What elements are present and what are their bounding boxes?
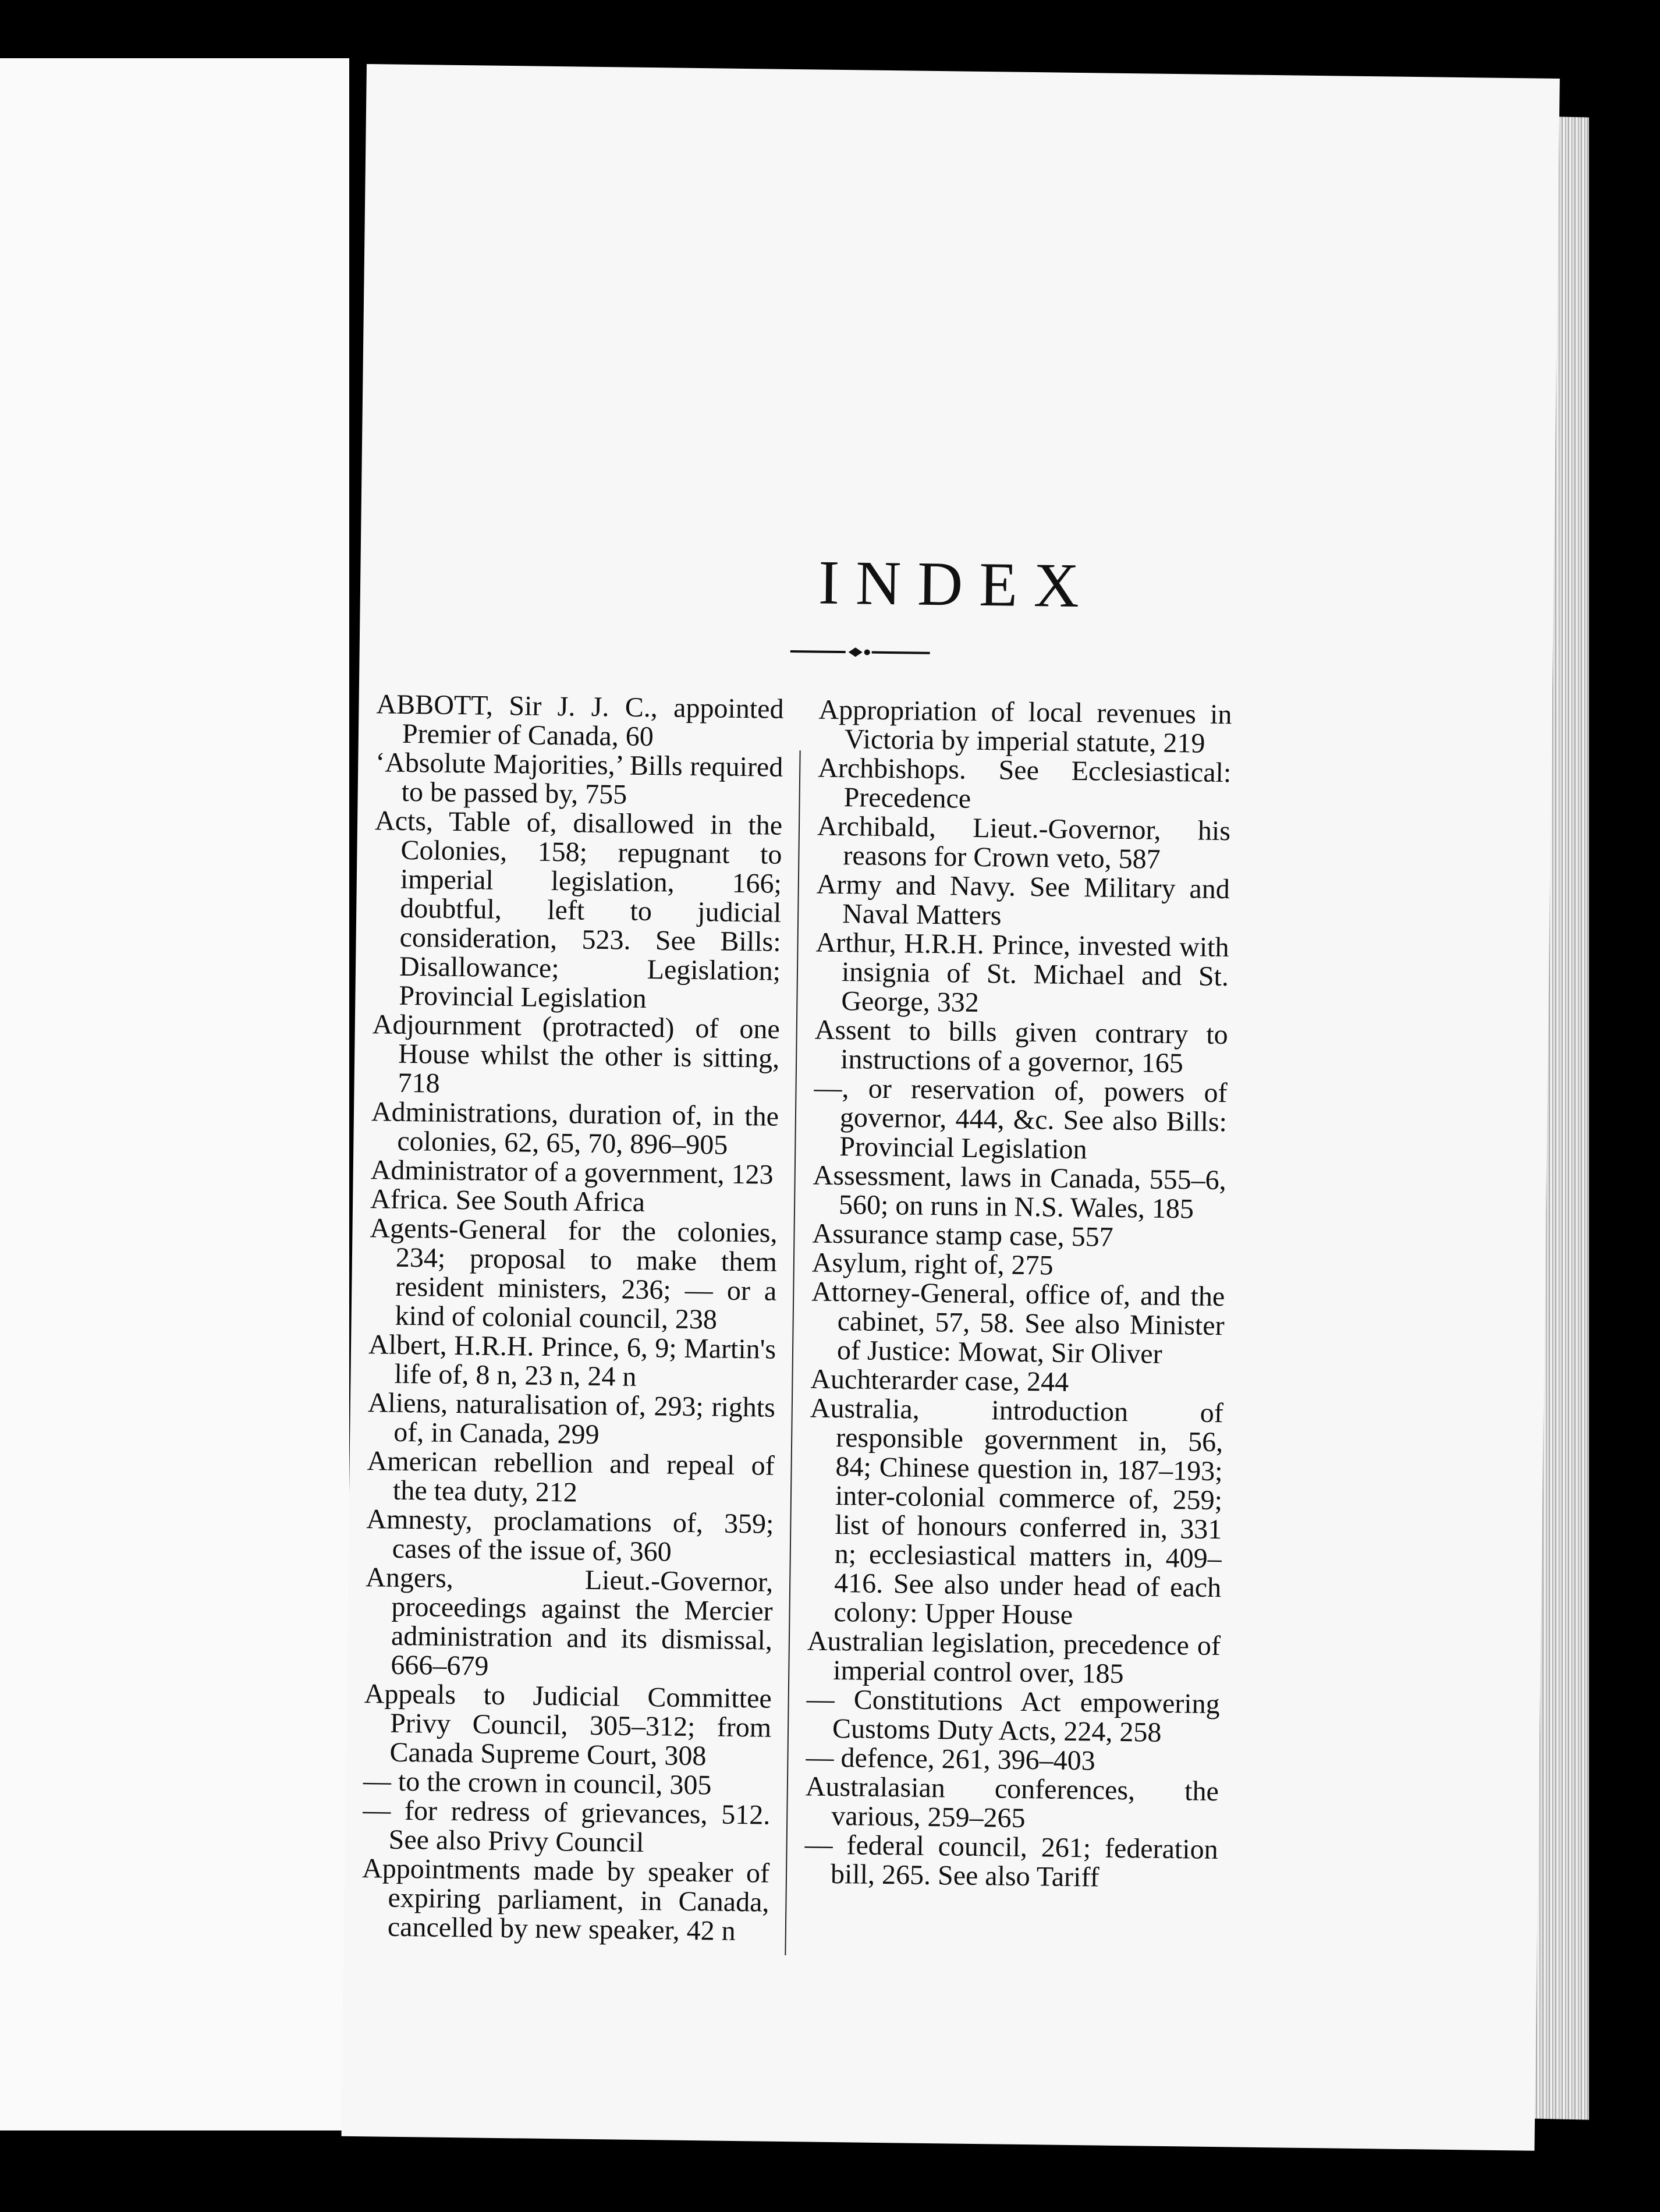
index-entry: Asylum, right of, 275: [811, 1247, 1054, 1281]
index-entry: Arthur, H.R.H. Prince, invested with insignia of St. Michael and St. George, 332: [815, 927, 1229, 1018]
index-column-right: [804, 696, 1232, 1894]
index-entry: Australian legislation, precedence of imperial control over, 185: [807, 1625, 1221, 1690]
index-entry: — federal council, 261; federation bill, 265. See also Tariff: [804, 1829, 1218, 1893]
index-entry: — defence, 261, 396–403: [806, 1742, 1096, 1777]
index-entry: Aliens, naturalisation of, 293; rights of, in Canada, 299: [367, 1387, 776, 1451]
index-entry: Albert, H.R.H. Prince, 6, 9; Martin's life of, 8 n, 23 n, 24 n: [368, 1329, 776, 1392]
index-entry: Archbishops. See Ecclesiastical: Precedence: [817, 752, 1232, 814]
index-entry: Agents-General for the colonies, 234; proposal to make them resident ministers, 236; — or a kind of colonial council, 238: [370, 1213, 778, 1335]
index-entry: — for redress of grievances, 512. See also Privy Council: [363, 1795, 771, 1859]
index-entry: —, or reservation of, powers of governor, 444, &c. See also Bills: Provincial Legislation: [814, 1072, 1228, 1165]
left-blank-page: [0, 58, 349, 2131]
page-title: INDEX: [818, 548, 1096, 621]
index-entry: Administrator of a government, 123: [370, 1154, 774, 1190]
index-column-left: [361, 690, 784, 1946]
index-entry: Assessment, laws in Canada, 555–6, 560; on runs in N.S. Wales, 185: [813, 1160, 1227, 1225]
column-divider: [785, 750, 800, 1955]
index-entry: Acts, Table of, disallowed in the Colonies, 158; repugnant to imperial legislation, 166; doubtful, left to judicial consideration, 523. See Bills: Disallowance; Legislation; Provincial Legislation: [374, 805, 783, 1014]
index-entry: Amnesty, proclamations of, 359; cases of the issue of, 360: [366, 1504, 774, 1568]
index-entry: Adjournment (protracted) of one House whilst the other is sitting, 718: [372, 1009, 781, 1099]
index-entry: ‘Absolute Majorities,’ Bills required to be passed by, 755: [375, 747, 783, 810]
index-entry: Assent to bills given contrary to instructions of a governor, 165: [814, 1014, 1229, 1079]
index-entry: Archibald, Lieut.-Governor, his reasons for Crown veto, 587: [817, 810, 1231, 875]
index-entry: Angers, Lieut.-Governor, proceedings against the Mercier administration and its dismissal, 666–679: [365, 1562, 774, 1682]
index-entry: Appropriation of local revenues in Victoria by imperial statute, 219: [818, 694, 1232, 759]
index-entry: Australasian conferences, the various, 259–265: [805, 1771, 1219, 1834]
index-entry: Africa. See South Africa: [370, 1183, 645, 1218]
index-entry: American rebellion and repeal of the tea duty, 212: [367, 1445, 775, 1508]
index-page: [342, 64, 1560, 2151]
index-entry: Administrations, duration of, in the colonies, 62, 65, 70, 896–905: [371, 1096, 779, 1161]
index-entry: Auchterarder case, 244: [810, 1363, 1069, 1398]
title-ornament: [790, 643, 930, 662]
index-entry: — to the crown in council, 305: [363, 1766, 712, 1801]
index-entry: Australia, introduction of responsible government in, 56, 84; Chinese question in, 187–193; inter-colonial commerce of, 259; list of honours conferred in, 331 n; ecclesiastical matters in, 409–416. See also under head of each colony: Upper House: [810, 1392, 1224, 1631]
index-entry: — Constitutions Act empowering Customs Duty Acts, 224, 258: [806, 1683, 1221, 1748]
index-entry: Appointments made by speaker of expiring parliament, in Canada, cancelled by new speaker, 42 n: [361, 1853, 770, 1947]
index-entry: Appeals to Judicial Committee Privy Council, 305–312; from Canada Supreme Court, 308: [364, 1678, 772, 1772]
index-entry: Assurance stamp case, 557: [812, 1218, 1113, 1253]
index-entry: ABBOTT, Sir J. J. C., appointed Premier of Canada, 60: [376, 689, 784, 753]
index-entry: Attorney-General, office of, and the cabinet, 57, 58. See also Minister of Justice: Mowat, Sir Oliver: [811, 1276, 1225, 1370]
index-entry: Army and Navy. See Military and Naval Matters: [816, 869, 1230, 931]
